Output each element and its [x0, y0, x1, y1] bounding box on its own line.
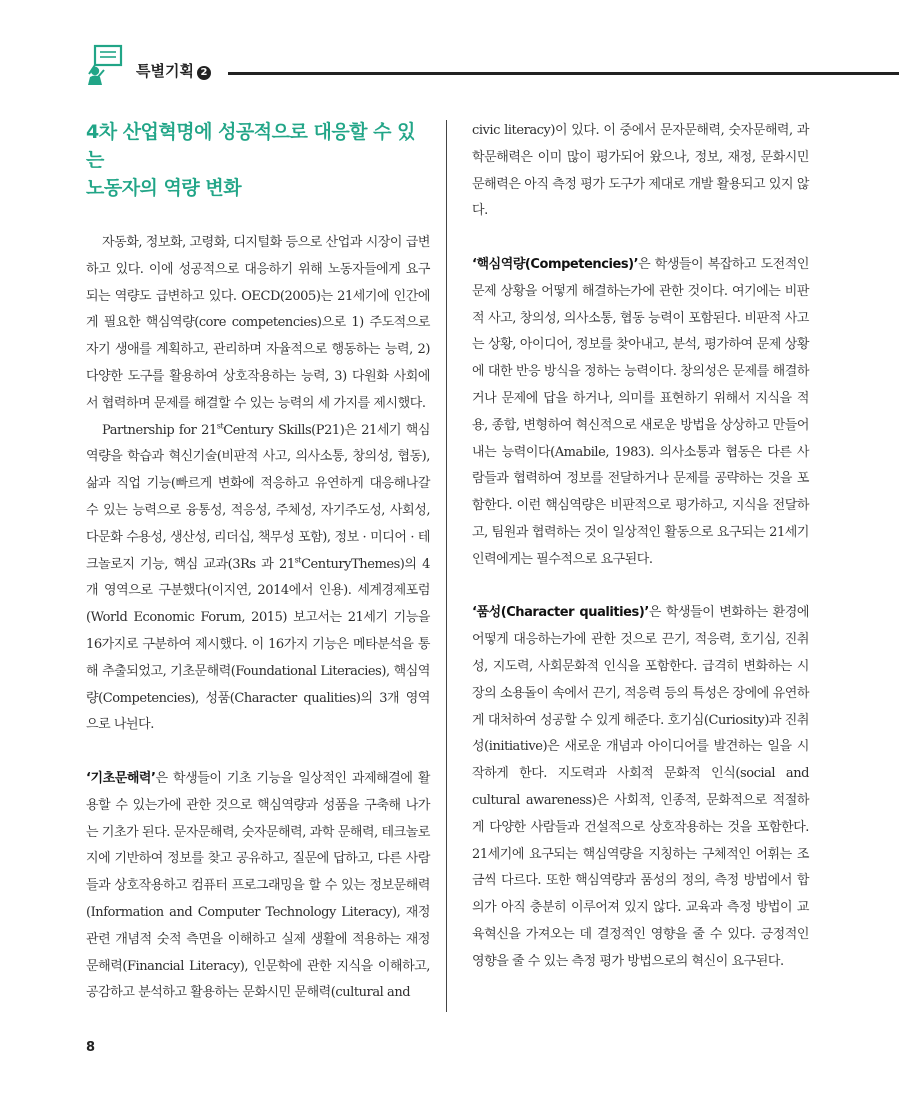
article-title-line-1: 4차 산업혁명에 성공적으로 대응할 수 있는	[86, 121, 415, 171]
page-number: 8	[86, 1040, 96, 1055]
section-header	[86, 44, 899, 88]
section-label: 특별기획 2	[136, 60, 211, 81]
paragraph-competencies: ‘핵심역량(Competencies)’은 학생들이 복잡하고 도전적인 문제 상황을 어떻게 해결하는가에 관한 것이다. 여기에는 비판적 사고, 창의성, 의사소통, 협동 능력이 포함된다. 비판적 사고는 상황, 아이디어, 정보를 찾아내고, 분석, 평가하여 문제 상황에 대한 반응 방식을 정하는 능력이다. 창의성은 문제를 해결하거나 문제에 답을 하거나, 의미를 표현하기 위해서 지식을 적용, 종합, 변형하여 혁신적으로 새로운 방법을 상상하고 만들어 내는 능력이다(Amabile, 1983). 의사소통과 협동은 다른 사람들과 협력하여 정보를 전달하거나 문제를 공략하는 것을 포함한다. 이런 핵심역량은 비판적으로 평가하고, 지식을 전달하고, 팀원과 협력하는 것이 일상적인 활동으로 요구되는 21세기 인력에게는 필수적으로 요구된다.	[472, 256, 809, 567]
article-title	[86, 118, 430, 202]
lecture-board-icon	[86, 44, 126, 86]
keyword-foundational-literacies: ‘기초문해력’	[86, 770, 156, 786]
column-divider	[446, 120, 447, 1012]
keyword-character-qualities: ‘품성(Character qualities)’	[472, 605, 649, 621]
right-column	[472, 118, 809, 976]
paragraph-foundational-literacies: ‘기초문해력’은 학생들이 기초 기능을 일상적인 과제해결에 활용할 수 있는가에 관한 것으로 핵심역량과 성품을 구축해 나가는 기초가 된다. 문자문해력, 숫자문해력, 과학 문해력, 테크놀로지에 기반하여 정보를 찾고 공유하고, 질문에 답하고, 다른 사람들과 상호작용하고 컴퓨터 프로그래밍을 할 수 있는 정보문해력(Information and Computer Technology Literacy), 재정 관련 개념적 숫적 측면을 이해하고 실제 생활에 적용하는 재정문해력(Financial Literacy), 인문학에 관한 지식을 이해하고, 공감하고 분석하고 활용하는 문화시민 문해력(cultural and	[86, 770, 430, 1001]
header-rule	[228, 72, 899, 75]
keyword-competencies: ‘핵심역량(Competencies)’	[472, 256, 639, 272]
left-column	[86, 118, 430, 1007]
paragraph-intro: 자동화, 정보화, 고령화, 디지털화 등으로 산업과 시장이 급변하고 있다. 이에 성공적으로 대응하기 위해 노동자들에게 요구되는 역량도 급변하고 있다. OECD(2005)는 21세기에 인간에게 필요한 핵심역량(core competencies)으로 1) 주도적으로 자기 생애를 계획하고, 관리하며 자율적으로 행동하는 능력, 2) 다양한 도구를 활용하여 상호작용하는 능력, 3) 다원화 사회에서 협력하며 문제를 해결할 수 있는 능력의 세 가지를 제시했다.	[86, 235, 430, 411]
article-title-line-2: 노동자의 역량 변화	[86, 177, 242, 199]
paragraph-character-qualities: ‘품성(Character qualities)’은 학생들이 변화하는 환경에 어떻게 대응하는가에 관한 것으로 끈기, 적응력, 호기심, 진취성, 지도력, 사회문화적 인식을 포함한다. 급격히 변화하는 시장의 소용돌이 속에서 끈기, 적응력 등의 특성은 장에에 유연하게 대처하여 성공할 수 있게 해준다. 호기심(Curiosity)과 진취성(initiative)은 새로운 개념과 아이디어를 발견하는 일을 시작하게 한다. 지도력과 사회적 문화적 인식(social and cultural awareness)은 사회적, 인종적, 문화적으로 적절하게 다양한 사람들과 건설적으로 상호작용하는 것을 포함한다. 21세기에 요구되는 핵심역량을 지칭하는 구체적인 어휘는 조금씩 다르다. 또한 핵심역량과 품성의 정의, 측정 방법에서 합의가 아직 충분히 이루어져 있지 않다. 교육과 측정 방법이 교육혁신을 가져오는 데 결정적인 영향을 줄 수 있다. 긍정적인 영향을 줄 수 있는 측정 평가 방법으로의 혁신이 요구된다.	[472, 605, 809, 969]
section-number-badge: 2	[197, 66, 211, 80]
paragraph-p21: Partnership for 21stCentury Skills(P21)은 21세기 핵심역량을 학습과 혁신기술(비판적 사고, 의사소통, 창의성, 협동), 삶과 직업 기능(빠르게 변화에 적응하고 유연하게 대응해나갈 수 있는 능력으로 융통성, 적응성, 주체성, 자기주도성, 사회성, 다문화 수용성, 생산성, 리더십, 책무성 포함), 정보 · 미디어 · 테크놀로지 기능, 핵심 교과(3Rs 과 21stCenturyThemes)의 4개 영역으로 구분했다(이지연, 2014에서 인용). 세계경제포럼(World Economic Forum, 2015) 보고서는 21세기 기능을 16가지로 구분하여 제시했다. 이 16가지 기능은 메타분석을 통해 추출되었고, 기초문해력(Foundational Literacies), 핵심역량(Competencies), 성품(Character qualities)의 3개 영역으로 나뉜다.	[86, 421, 430, 733]
paragraph-foundational-literacies-continued: civic literacy)이 있다. 이 중에서 문자문해력, 숫자문해력, 과학문해력은 이미 많이 평가되어 왔으나, 정보, 재정, 문화시민 문해력은 아직 측정 평가 도구가 제대로 개발 활용되고 있지 않다.	[472, 123, 809, 219]
